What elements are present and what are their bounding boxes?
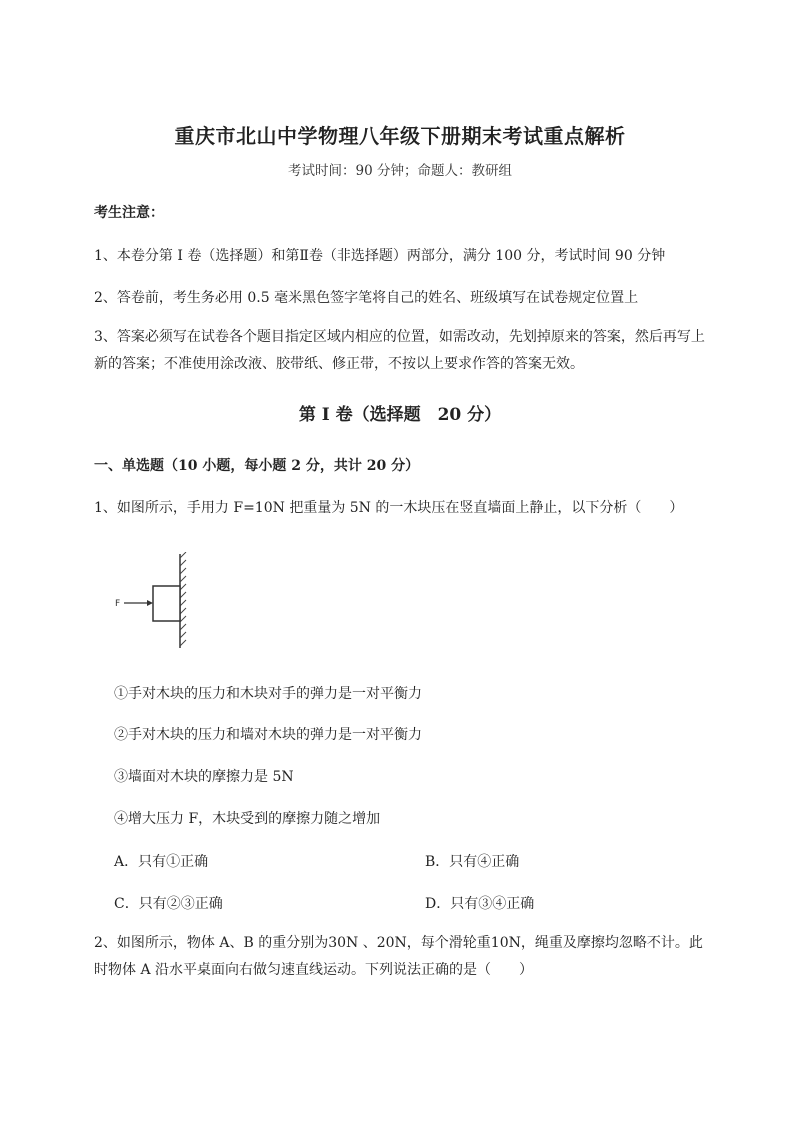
exam-info: 考试时间：90 分钟；命题人：教研组 [288, 163, 512, 179]
question-1-stem: 1、如图所示，手用力 F=10N 把重量为 5N 的一木块压在竖直墙面上静止，以下分析（ ） [94, 500, 684, 516]
force-label: F [115, 599, 121, 609]
notice-heading: 考生注意： [94, 205, 164, 221]
wall-hatching [180, 552, 186, 646]
option-b: B．只有④正确 [425, 854, 520, 870]
notice-item-3: 3、答案必须写在试卷各个题目指定区域内相应的位置，如需改动，先划掉原来的答案，然后再写上新的答案；不准使用涂改液、胶带纸、修正带，不按以上要求作答的答案无效。 [94, 329, 705, 372]
statement-1: ①手对木块的压力和木块对手的弹力是一对平衡力 [114, 686, 422, 702]
notice-item-2: 2、答卷前，考生务必用 0.5 毫米黑色签字笔将自己的姓名、班级填写在试卷规定位置上 [94, 290, 639, 306]
force-diagram [114, 552, 198, 652]
arrow-head-icon [147, 600, 153, 606]
question-2-stem: 2、如图所示，物体 A、B 的重分别为30N 、20N，每个滑轮重10N，绳重及摩擦均忽略不计。此时物体 A 沿水平桌面向右做匀速直线运动。下列说法正确的是（ ） [94, 935, 703, 978]
option-c: C．只有②③正确 [114, 896, 223, 912]
statement-4: ④增大压力 F，木块受到的摩擦力随之增加 [114, 811, 381, 827]
section-title: 第 I 卷（选择题 20 分） [298, 405, 502, 425]
option-d: D．只有③④正确 [425, 896, 535, 912]
option-a: A．只有①正确 [114, 854, 209, 870]
wood-block [153, 586, 180, 621]
statement-3: ③墙面对木块的摩擦力是 5N [114, 769, 294, 785]
question-1-figure [114, 552, 198, 652]
notice-item-1: 1、本卷分第 I 卷（选择题）和第Ⅱ卷（非选择题）两部分，满分 100 分，考试时间 90 分钟 [94, 248, 666, 264]
part-heading: 一、单选题（10 小题，每小题 2 分，共计 20 分） [94, 458, 420, 474]
page-title: 重庆市北山中学物理八年级下册期末考试重点解析 [174, 124, 626, 148]
statement-2: ②手对木块的压力和墙对木块的弹力是一对平衡力 [114, 727, 422, 743]
